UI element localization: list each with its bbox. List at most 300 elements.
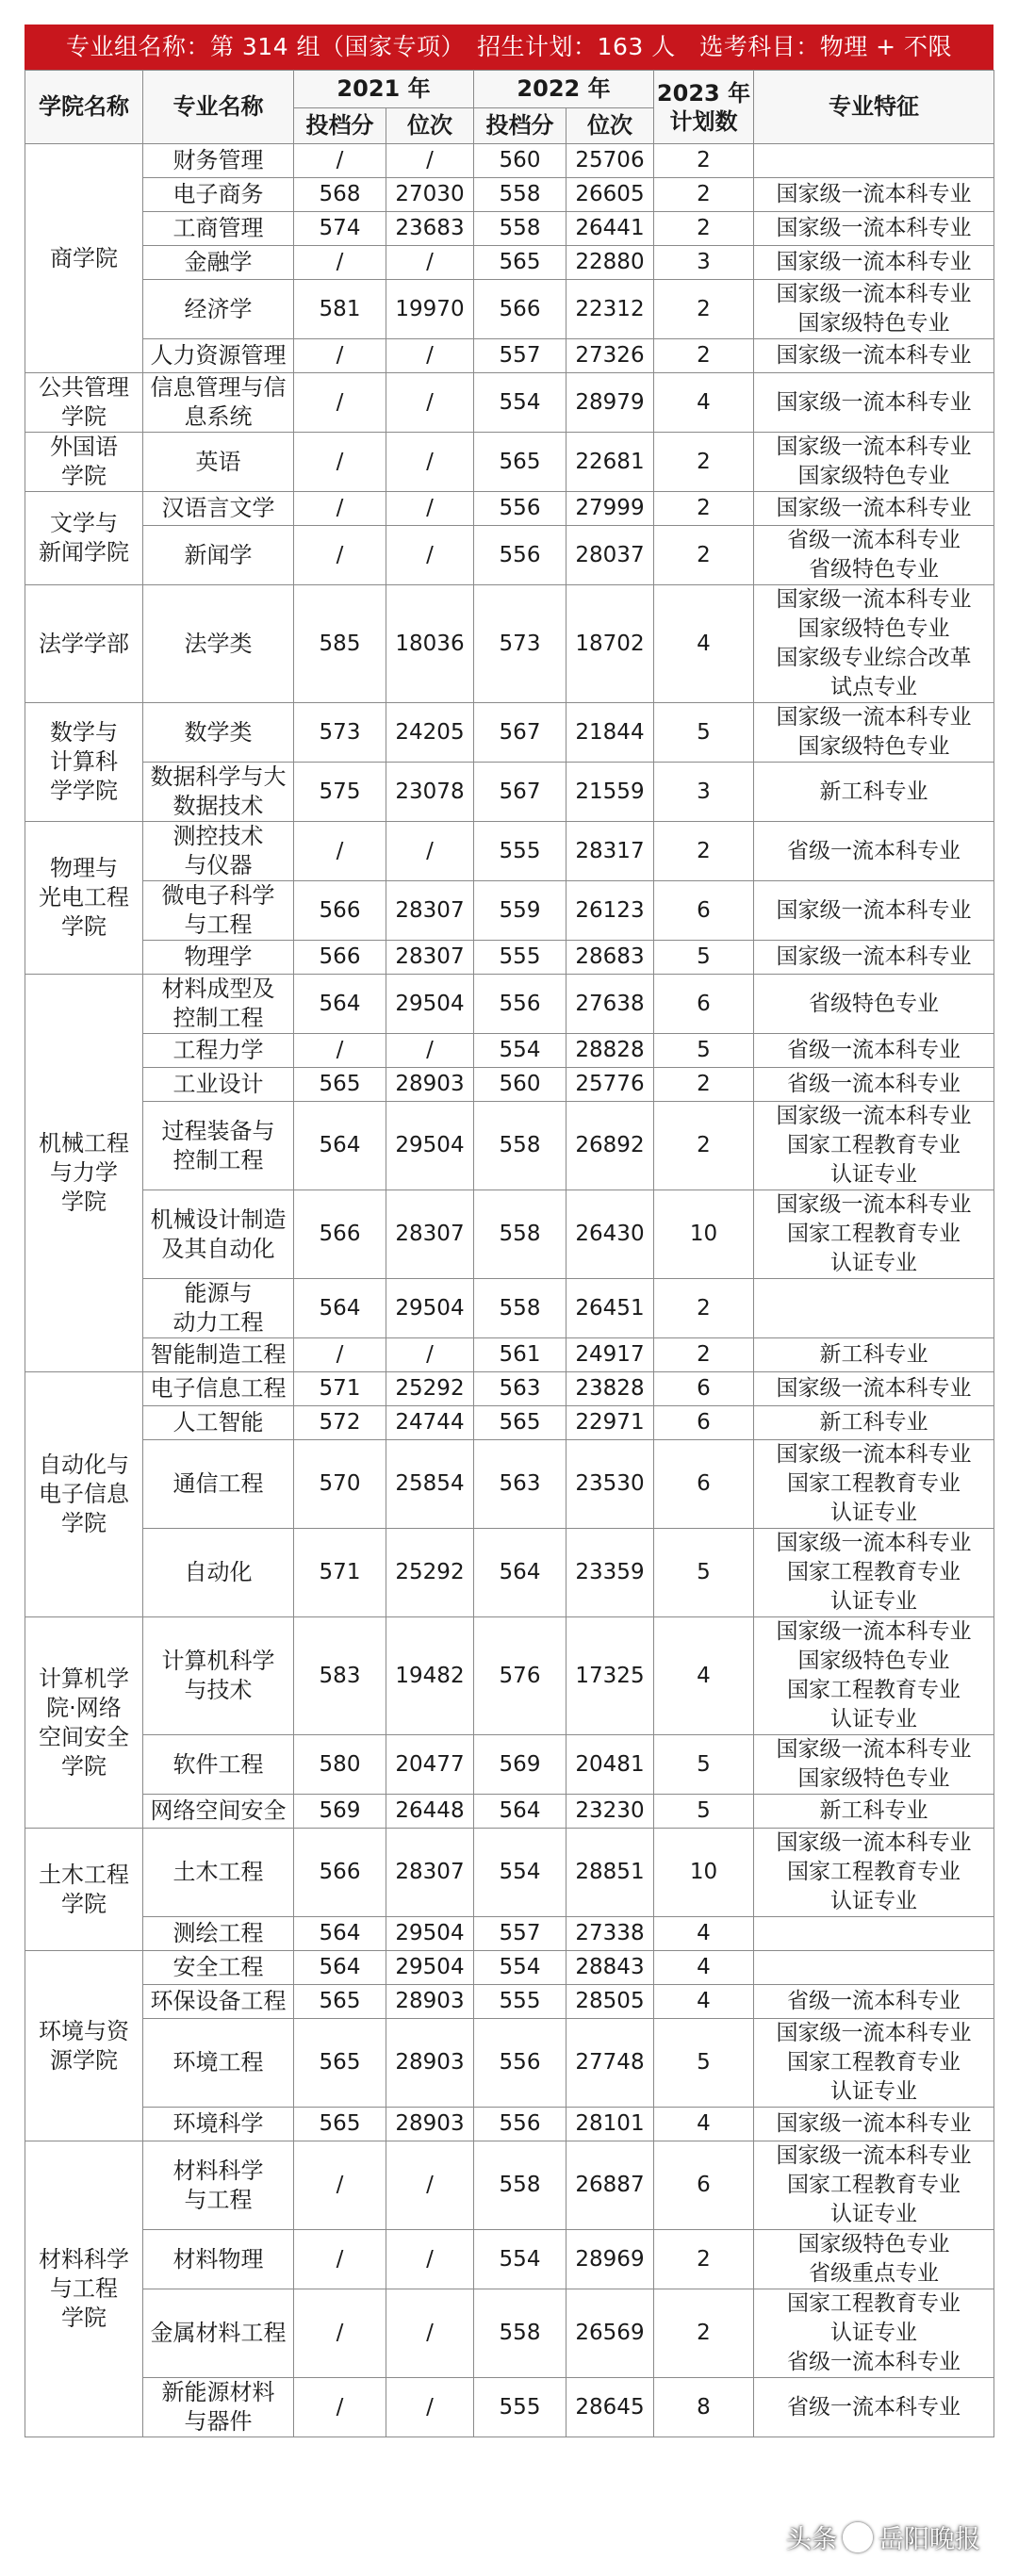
rank-2021: 26448 [386,1795,474,1829]
major-feature [754,1917,994,1951]
rank-2021: 23078 [386,763,474,822]
major-name: 能源与 动力工程 [143,1279,294,1338]
major-name: 数据科学与大 数据技术 [143,763,294,822]
major-feature: 新工科专业 [754,1795,994,1829]
major-feature: 国家级一流本科专业 国家级特色专业 [754,1735,994,1795]
score-2022: 558 [474,1102,566,1190]
table-row [25,941,994,975]
major-name: 法学类 [143,585,294,703]
plan-2023: 4 [654,2108,754,2141]
plan-2023: 5 [654,941,754,975]
rank-2022: 27748 [566,2019,654,2108]
plan-2023: 2 [654,2289,754,2378]
rank-2022: 28683 [566,941,654,975]
table-row [25,1372,994,1406]
table-row [25,975,994,1034]
major-name: 新闻学 [143,526,294,585]
major-feature: 国家级一流本科专业 [754,178,994,212]
score-2021: 572 [294,1406,386,1440]
plan-2023: 2 [654,280,754,339]
table-row [25,1529,994,1617]
major-name: 计算机科学 与技术 [143,1617,294,1735]
rank-2022: 28645 [566,2378,654,2437]
rank-2022: 28037 [566,526,654,585]
plan-2023: 4 [654,1617,754,1735]
score-2021: 574 [294,212,386,246]
rank-2022: 25706 [566,144,654,178]
score-2022: 558 [474,2289,566,2378]
score-2022: 558 [474,1190,566,1279]
major-feature: 国家级一流本科专业 [754,941,994,975]
plan-2023: 2 [654,526,754,585]
score-2022: 558 [474,178,566,212]
rank-2021: 29504 [386,975,474,1034]
rank-2021: 29504 [386,1279,474,1338]
rank-2021: / [386,1034,474,1068]
score-2022: 554 [474,1951,566,1985]
watermark-logo-icon [843,2522,873,2552]
score-2022: 554 [474,1829,566,1917]
rank-2021: 29504 [386,1917,474,1951]
college-name: 材料科学 与工程 学院 [25,2141,143,2437]
score-2022: 556 [474,526,566,585]
score-2022: 565 [474,246,566,280]
plan-2023: 10 [654,1829,754,1917]
college-name: 数学与 计算科 学学院 [25,703,143,822]
major-name: 软件工程 [143,1735,294,1795]
plan-2023: 2 [654,492,754,526]
group-banner: 专业组名称：第 314 组（国家专项） 招生计划：163 人 选考科目：物理 + 不限 [25,25,993,70]
table-row [25,703,994,763]
major-feature: 国家级一流本科专业 国家工程教育专业 认证专业 [754,1829,994,1917]
college-name: 公共管理 学院 [25,373,143,433]
table-row [25,1951,994,1985]
major-feature: 国家级特色专业 省级重点专业 [754,2230,994,2289]
major-name: 工商管理 [143,212,294,246]
table-row [25,246,994,280]
table-row [25,144,994,178]
table-row [25,373,994,433]
score-2021: / [294,2378,386,2437]
rank-2021: 25292 [386,1372,474,1406]
score-2021: / [294,1338,386,1372]
major-feature: 国家工程教育专业 认证专业 省级一流本科专业 [754,2289,994,2378]
score-2022: 554 [474,2230,566,2289]
rank-2021: 29504 [386,1951,474,1985]
table-row [25,1795,994,1829]
major-name: 财务管理 [143,144,294,178]
header-college: 学院名称 [25,71,143,144]
score-2021: 569 [294,1795,386,1829]
score-2021: 564 [294,1917,386,1951]
header-feature: 专业特征 [754,71,994,144]
table-row [25,1440,994,1529]
score-2021: 585 [294,585,386,703]
rank-2021: / [386,339,474,373]
rank-2022: 27999 [566,492,654,526]
major-name: 人工智能 [143,1406,294,1440]
table-row [25,280,994,339]
college-name: 法学学部 [25,585,143,703]
table-row [25,2378,994,2437]
score-2022: 558 [474,212,566,246]
rank-2021: / [386,1338,474,1372]
plan-2023: 3 [654,246,754,280]
plan-2023: 2 [654,1338,754,1372]
score-2021: / [294,373,386,433]
score-2022: 567 [474,763,566,822]
score-2021: 564 [294,1279,386,1338]
score-2021: 571 [294,1529,386,1617]
header-score-2022: 投档分 [474,108,566,144]
rank-2021: / [386,433,474,492]
plan-2023: 10 [654,1190,754,1279]
plan-2023: 2 [654,1068,754,1102]
score-2021: 580 [294,1735,386,1795]
rank-2022: 21844 [566,703,654,763]
score-2022: 555 [474,941,566,975]
major-name: 通信工程 [143,1440,294,1529]
rank-2021: 18036 [386,585,474,703]
score-2022: 554 [474,1034,566,1068]
major-feature: 国家级一流本科专业 [754,212,994,246]
rank-2022: 22312 [566,280,654,339]
rank-2021: 28307 [386,881,474,941]
plan-2023: 6 [654,1406,754,1440]
score-2022: 576 [474,1617,566,1735]
major-feature: 国家级一流本科专业 [754,492,994,526]
rank-2022: 23230 [566,1795,654,1829]
score-2021: 568 [294,178,386,212]
score-2022: 557 [474,339,566,373]
rank-2022: 28843 [566,1951,654,1985]
major-name: 环保设备工程 [143,1985,294,2019]
score-2022: 559 [474,881,566,941]
rank-2022: 22681 [566,433,654,492]
major-name: 人力资源管理 [143,339,294,373]
rank-2022: 27326 [566,339,654,373]
header-2022: 2022 年 [474,71,654,108]
table-row [25,1338,994,1372]
score-2021: / [294,433,386,492]
score-2021: 565 [294,1985,386,2019]
rank-2021: 24744 [386,1406,474,1440]
score-2021: 581 [294,280,386,339]
major-feature: 国家级一流本科专业 [754,339,994,373]
header-score-2021: 投档分 [294,108,386,144]
table-body [25,144,994,2437]
score-2021: 565 [294,2019,386,2108]
score-2022: 556 [474,2108,566,2141]
major-feature: 国家级一流本科专业 [754,373,994,433]
college-name: 机械工程 与力学 学院 [25,975,143,1372]
score-2022: 566 [474,280,566,339]
score-2022: 556 [474,492,566,526]
score-2021: 566 [294,1190,386,1279]
rank-2021: 28307 [386,1190,474,1279]
major-feature: 新工科专业 [754,1338,994,1372]
plan-2023: 4 [654,1985,754,2019]
rank-2021: 25292 [386,1529,474,1617]
score-2022: 554 [474,373,566,433]
major-feature: 国家级一流本科专业 [754,246,994,280]
major-feature: 国家级一流本科专业 国家工程教育专业 认证专业 [754,1529,994,1617]
score-2022: 556 [474,2019,566,2108]
major-name: 环境科学 [143,2108,294,2141]
rank-2022: 22880 [566,246,654,280]
table-row [25,526,994,585]
rank-2021: 28903 [386,2108,474,2141]
major-name: 智能制造工程 [143,1338,294,1372]
college-name: 计算机学 院·网络 空间安全 学院 [25,1617,143,1829]
plan-2023: 6 [654,1372,754,1406]
major-feature: 新工科专业 [754,1406,994,1440]
rank-2021: / [386,2378,474,2437]
rank-2021: 29504 [386,1102,474,1190]
table-row [25,1102,994,1190]
major-feature: 省级特色专业 [754,975,994,1034]
score-2021: / [294,526,386,585]
major-feature: 国家级一流本科专业 国家工程教育专业 认证专业 [754,2141,994,2230]
rank-2021: 28903 [386,1068,474,1102]
rank-2022: 28505 [566,1985,654,2019]
plan-2023: 5 [654,1529,754,1617]
major-name: 材料物理 [143,2230,294,2289]
plan-2023: 2 [654,144,754,178]
table-header [25,71,994,144]
rank-2022: 23828 [566,1372,654,1406]
major-name: 金融学 [143,246,294,280]
major-feature: 省级一流本科专业 [754,822,994,881]
major-name: 经济学 [143,280,294,339]
major-feature: 国家级一流本科专业 国家级特色专业 [754,703,994,763]
table-row [25,1829,994,1917]
major-name: 网络空间安全 [143,1795,294,1829]
major-feature: 国家级一流本科专业 [754,1372,994,1406]
plan-2023: 4 [654,373,754,433]
watermark [786,2519,980,2555]
watermark-prefix: 头条 [786,2525,837,2554]
major-feature [754,1951,994,1985]
major-name: 工业设计 [143,1068,294,1102]
plan-2023: 2 [654,2230,754,2289]
major-feature: 国家级一流本科专业 [754,2108,994,2141]
plan-2023: 4 [654,1951,754,1985]
score-2021: / [294,246,386,280]
score-2022: 558 [474,1279,566,1338]
table-row [25,433,994,492]
score-2021: 564 [294,1951,386,1985]
major-feature: 国家级一流本科专业 国家工程教育专业 认证专业 [754,1190,994,1279]
score-2021: 564 [294,1102,386,1190]
major-name: 自动化 [143,1529,294,1617]
table-row [25,1406,994,1440]
header-2021: 2021 年 [294,71,474,108]
score-2022: 555 [474,822,566,881]
table-row [25,881,994,941]
rank-2021: 20477 [386,1735,474,1795]
rank-2022: 18702 [566,585,654,703]
rank-2021: 19482 [386,1617,474,1735]
score-2022: 555 [474,2378,566,2437]
rank-2022: 21559 [566,763,654,822]
rank-2022: 28851 [566,1829,654,1917]
rank-2022: 26430 [566,1190,654,1279]
rank-2021: 25854 [386,1440,474,1529]
rank-2022: 28828 [566,1034,654,1068]
rank-2022: 23359 [566,1529,654,1617]
score-2022: 560 [474,1068,566,1102]
score-2022: 561 [474,1338,566,1372]
table-row [25,1279,994,1338]
plan-2023: 8 [654,2378,754,2437]
table-row [25,2289,994,2378]
table-row [25,1985,994,2019]
major-feature: 省级一流本科专业 [754,1985,994,2019]
major-name: 工程力学 [143,1034,294,1068]
table-row [25,1735,994,1795]
score-2021: / [294,339,386,373]
plan-2023: 2 [654,1279,754,1338]
major-feature: 国家级一流本科专业 国家工程教育专业 认证专业 [754,1440,994,1529]
score-2021: 564 [294,975,386,1034]
rank-2021: / [386,246,474,280]
table-row [25,339,994,373]
college-name: 环境与资 源学院 [25,1951,143,2141]
major-feature: 国家级一流本科专业 国家级特色专业 [754,280,994,339]
major-name: 电子商务 [143,178,294,212]
plan-2023: 4 [654,585,754,703]
score-2021: / [294,2230,386,2289]
score-2022: 556 [474,975,566,1034]
major-name: 材料科学 与工程 [143,2141,294,2230]
major-name: 新能源材料 与器件 [143,2378,294,2437]
rank-2022: 17325 [566,1617,654,1735]
rank-2021: 28307 [386,941,474,975]
rank-2022: 28101 [566,2108,654,2141]
rank-2021: / [386,2230,474,2289]
rank-2021: 27030 [386,178,474,212]
major-name: 物理学 [143,941,294,975]
score-2022: 564 [474,1529,566,1617]
major-feature: 省级一流本科专业 省级特色专业 [754,526,994,585]
major-feature: 国家级一流本科专业 [754,881,994,941]
score-2021: 571 [294,1372,386,1406]
major-name: 汉语言文学 [143,492,294,526]
table-row [25,822,994,881]
major-name: 数学类 [143,703,294,763]
score-2021: 566 [294,941,386,975]
rank-2022: 26605 [566,178,654,212]
plan-2023: 5 [654,1034,754,1068]
plan-2023: 6 [654,2141,754,2230]
rank-2021: / [386,526,474,585]
college-name: 物理与 光电工程 学院 [25,822,143,975]
rank-2021: / [386,822,474,881]
plan-2023: 2 [654,1102,754,1190]
table-row [25,2108,994,2141]
rank-2021: / [386,2141,474,2230]
rank-2022: 26887 [566,2141,654,2230]
score-2022: 573 [474,585,566,703]
table-row [25,2141,994,2230]
major-feature: 国家级一流本科专业 国家级特色专业 国家级专业综合改革 试点专业 [754,585,994,703]
plan-2023: 6 [654,881,754,941]
major-feature [754,144,994,178]
college-name: 文学与 新闻学院 [25,492,143,585]
score-2021: 575 [294,763,386,822]
score-2021: 583 [294,1617,386,1735]
major-name: 微电子科学 与工程 [143,881,294,941]
rank-2021: 28307 [386,1829,474,1917]
score-2022: 560 [474,144,566,178]
college-name: 自动化与 电子信息 学院 [25,1372,143,1617]
score-2022: 565 [474,1406,566,1440]
major-name: 信息管理与信 息系统 [143,373,294,433]
rank-2022: 28317 [566,822,654,881]
score-2022: 564 [474,1795,566,1829]
score-2021: 565 [294,1068,386,1102]
score-2021: / [294,2289,386,2378]
rank-2022: 26123 [566,881,654,941]
rank-2021: 24205 [386,703,474,763]
major-name: 机械设计制造 及其自动化 [143,1190,294,1279]
rank-2022: 26892 [566,1102,654,1190]
rank-2022: 23530 [566,1440,654,1529]
major-name: 安全工程 [143,1951,294,1985]
score-2022: 555 [474,1985,566,2019]
rank-2022: 24917 [566,1338,654,1372]
score-2022: 558 [474,2141,566,2230]
major-name: 英语 [143,433,294,492]
rank-2022: 27638 [566,975,654,1034]
table-row [25,178,994,212]
score-2021: 565 [294,2108,386,2141]
plan-2023: 3 [654,763,754,822]
major-name: 过程装备与 控制工程 [143,1102,294,1190]
table-row [25,492,994,526]
rank-2021: 28903 [386,2019,474,2108]
major-name: 金属材料工程 [143,2289,294,2378]
rank-2021: / [386,144,474,178]
major-name: 测绘工程 [143,1917,294,1951]
rank-2021: 23683 [386,212,474,246]
rank-2021: 19970 [386,280,474,339]
college-name: 土木工程 学院 [25,1829,143,1951]
score-2022: 557 [474,1917,566,1951]
score-2022: 563 [474,1372,566,1406]
plan-2023: 2 [654,822,754,881]
admission-table [25,70,994,2437]
table-row [25,1068,994,1102]
plan-2023: 2 [654,433,754,492]
major-feature: 国家级一流本科专业 国家工程教育专业 认证专业 [754,1102,994,1190]
score-2021: 566 [294,1829,386,1917]
rank-2021: / [386,492,474,526]
score-2022: 563 [474,1440,566,1529]
score-2022: 565 [474,433,566,492]
table-row [25,1034,994,1068]
major-feature: 省级一流本科专业 [754,1034,994,1068]
college-name: 外国语 学院 [25,433,143,492]
plan-2023: 5 [654,703,754,763]
table-row [25,1617,994,1735]
plan-2023: 2 [654,212,754,246]
header-rank-2021: 位次 [386,108,474,144]
header-major: 专业名称 [143,71,294,144]
table-row [25,763,994,822]
score-2021: 566 [294,881,386,941]
